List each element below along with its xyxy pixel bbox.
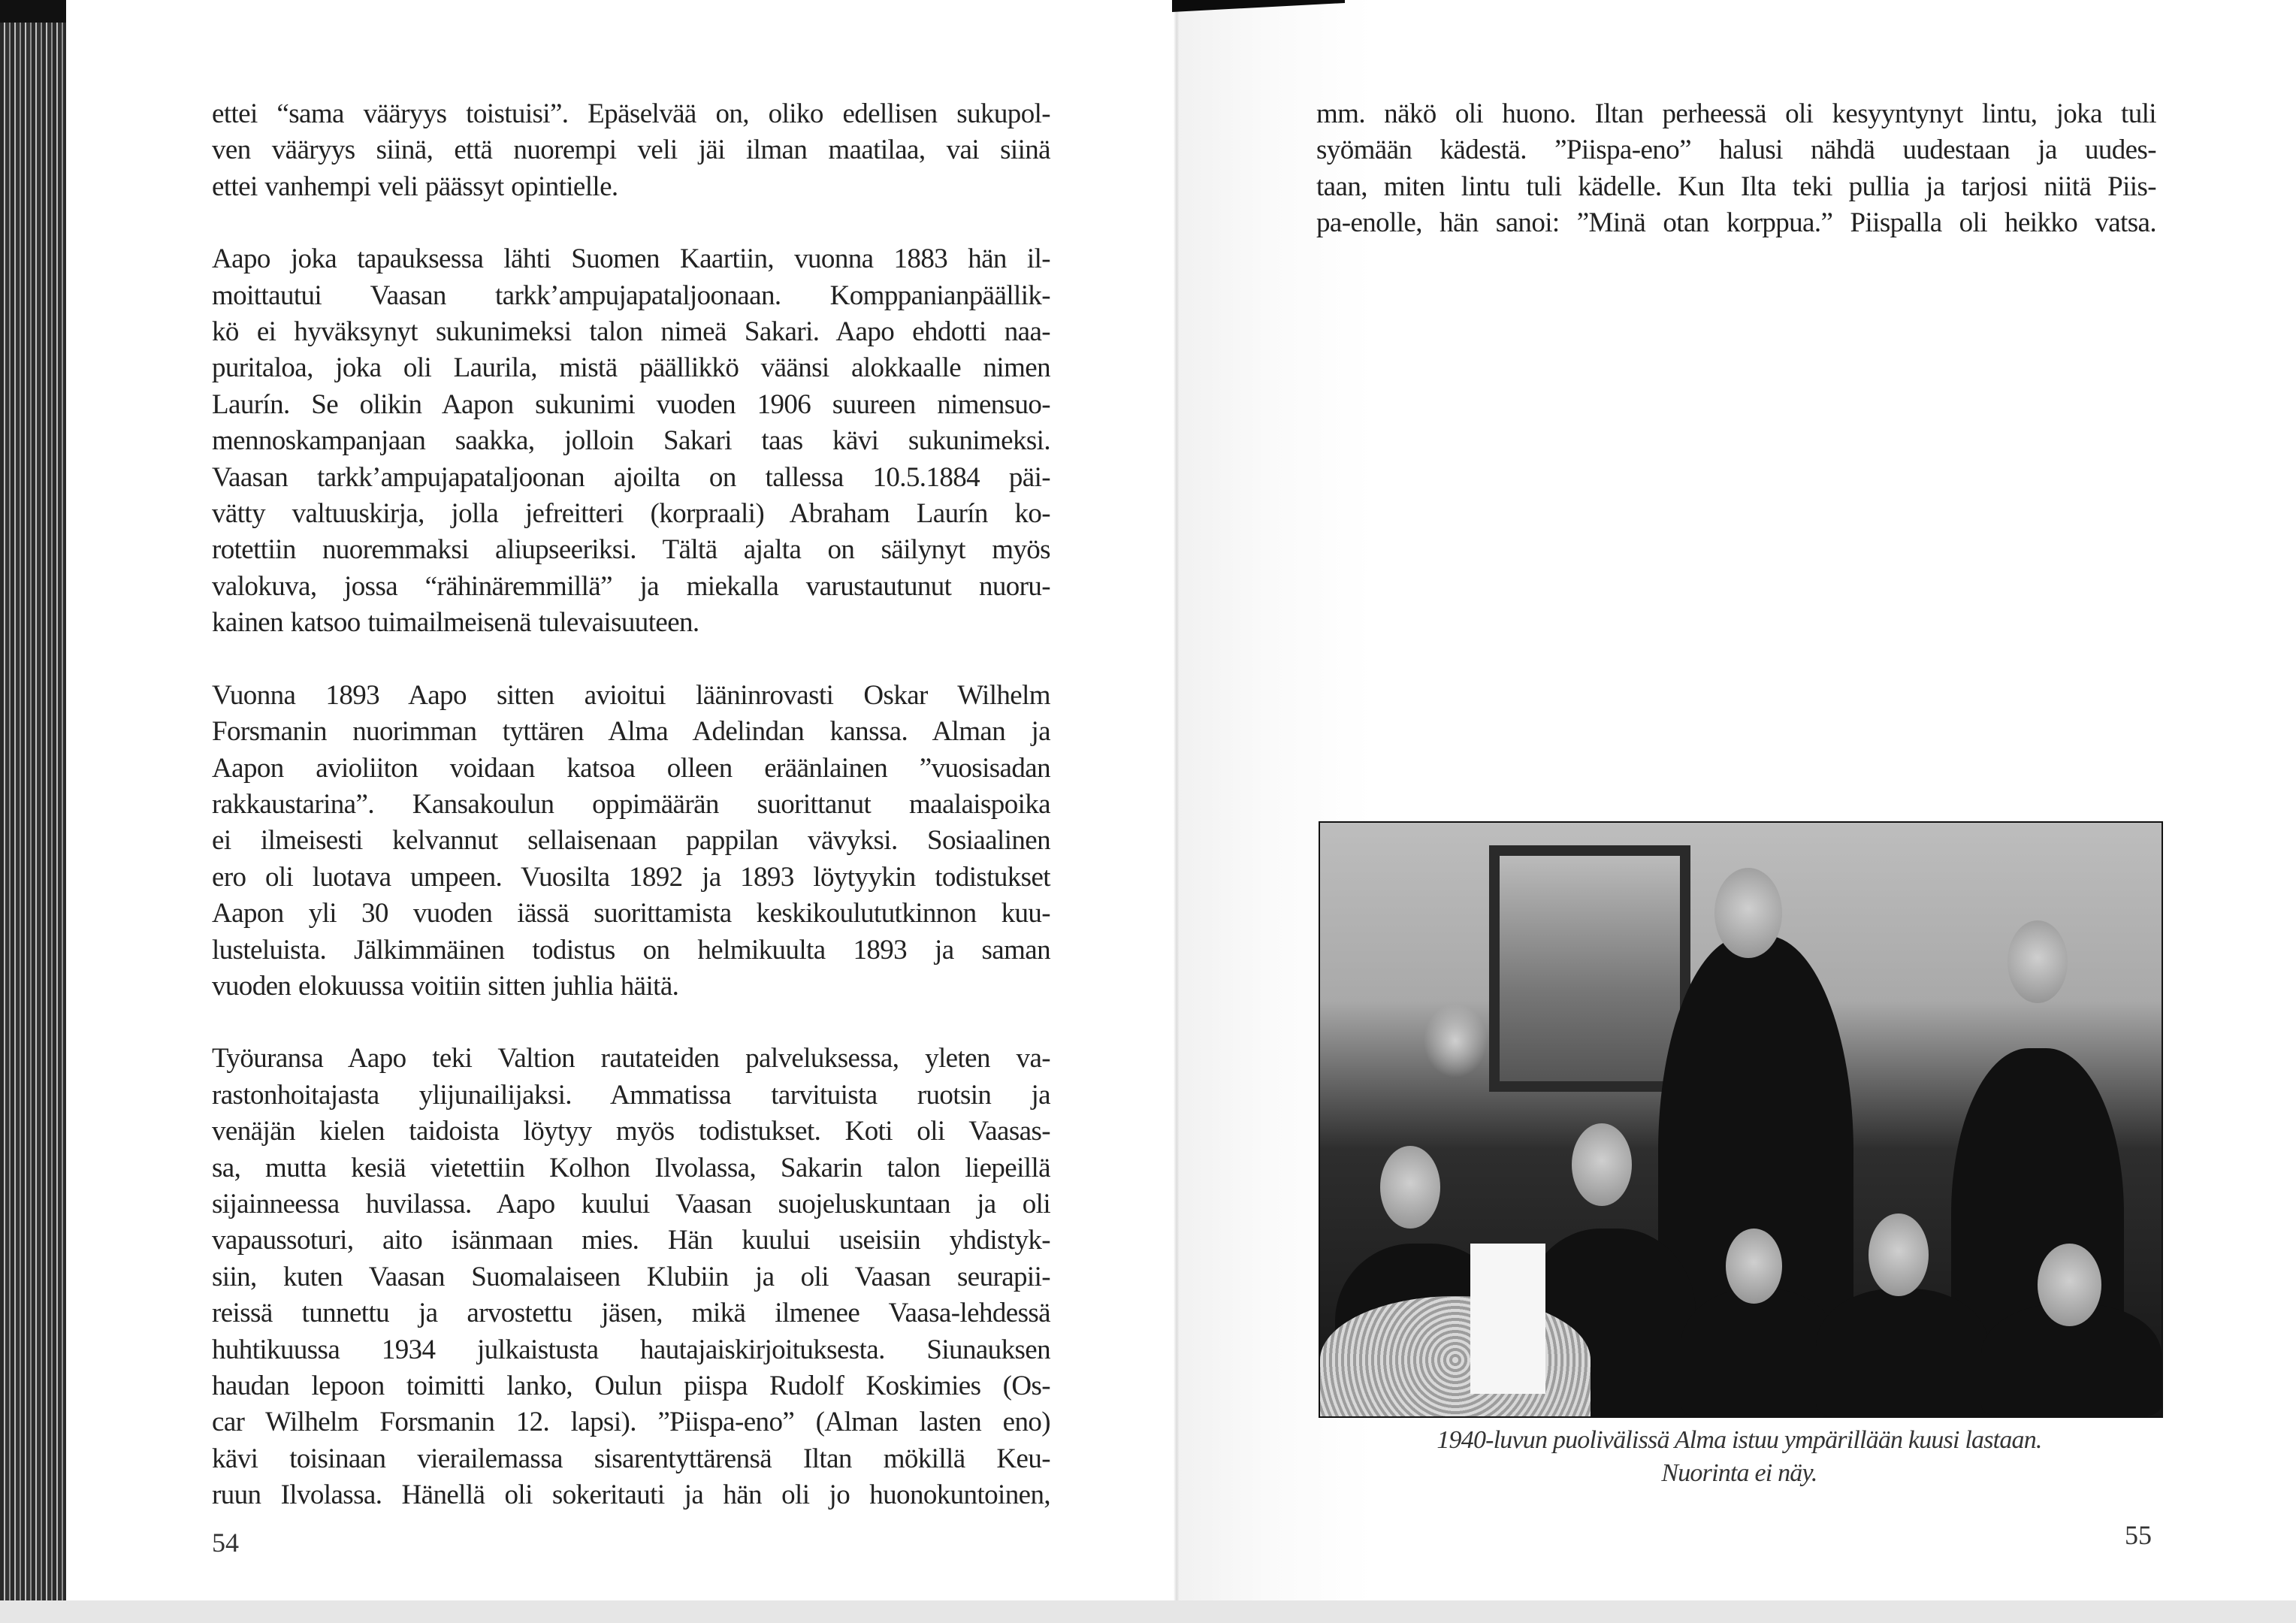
text-line: venäjän kielen taidoista löytyy myös todistukset. Koti oli Vaasas-: [212, 1116, 1050, 1147]
text-line: vuoden elokuussa voitiin sitten juhlia häitä.: [212, 970, 679, 1002]
photo-face: [1726, 1229, 1782, 1304]
text-line: valokuva, jossa “rähinäremmillä” ja miekalla varustautunut nuoru-: [212, 570, 1050, 602]
text-line: Vaasan tarkk’ampujapataljoonan ajoilta on tallessa 10.5.1884 päi-: [212, 461, 1050, 493]
text-line: huhtikuussa 1934 julkaistusta hautajaiskirjoituksesta. Siunauksen: [212, 1334, 1050, 1365]
text-line: syömään kädestä. ”Piispa-eno” halusi nähdä uudestaan ja uudes-: [1316, 134, 2156, 166]
text-line: ettei “sama vääryys toistuisi”. Epäselvää on, oliko edellisen sukupol-: [212, 98, 1050, 129]
photo-painting: [1489, 845, 1690, 1092]
paragraph: [212, 1041, 1050, 1513]
text-line: sa, mutta kesiä vietettiin Kolhon Ilvolassa, Sakarin talon liepeillä: [212, 1152, 1050, 1183]
book-page-edges: [0, 15, 68, 1600]
text-line: rakkaustarina”. Kansakoulun oppimäärän suorittanut maalaispoika: [212, 788, 1050, 820]
text-line: ettei vanhempi veli päässyt opintielle.: [212, 171, 618, 202]
text-line: pa-enolle, hän sanoi: ”Minä otan korppua.” Piispalla oli heikko vatsa.: [1316, 207, 2156, 239]
text-line: kö ei hyväksynyt sukunimeksi talon nimeä Sakari. Aapo ehdotti naa-: [212, 316, 1050, 348]
text-line: lusteluista. Jälkimmäinen todistus on helmikuulta 1893 ja saman: [212, 934, 1050, 966]
page-number-left: 54: [212, 1528, 239, 1558]
text-line: siin, kuten Vaasan Suomalaiseen Klubiin ja oli Vaasan seurapii-: [212, 1261, 1050, 1292]
text-line: ruun Ilvolassa. Hänellä oli sokeritauti ja hän oli jo huonokuntoinen,: [212, 1479, 1050, 1511]
paragraph: [212, 678, 1050, 1005]
text-line: kainen katsoo tuimailmeisenä tulevaisuuteen.: [212, 607, 699, 639]
gutter-shadow: [1174, 0, 1180, 1600]
photo-face: [1572, 1123, 1632, 1206]
text-line: haudan lepoon toimitti lanko, Oulun piispa Rudolf Koskimies (Os-: [212, 1371, 1050, 1401]
text-line: moittautui Vaasan tarkk’ampujapataljoonaan. Komppanianpäällik-: [212, 280, 1050, 311]
text-line: Aapo joka tapauksessa lähti Suomen Kaartiin, vuonna 1883 hän il-: [212, 243, 1050, 275]
photo-caption: [1319, 1424, 2160, 1490]
text-line: ei ilmeisesti kelvannut sellaisenaan pappilan vävyksi. Sosiaalinen: [212, 825, 1050, 857]
photo-person: [1681, 1289, 1838, 1416]
text-line: Vuonna 1893 Aapo sitten avioitui lääninrovasti Oskar Wilhelm: [212, 679, 1050, 711]
photo-face: [1869, 1213, 1929, 1296]
text-line: mm. näkö oli huono. Iltan perheessä oli kesyyntynyt lintu, joka tuli: [1316, 98, 2156, 129]
photo-face: [2007, 920, 2068, 1003]
text-line: rastonhoitajasta ylijunailijaksi. Ammatissa tarvituista ruotsin ja: [212, 1079, 1050, 1111]
text-line: sijainneessa huvilassa. Aapo kuului Vaasan suojeluskuntaan ja oli: [212, 1188, 1050, 1220]
text-line: car Wilhelm Forsmanin 12. lapsi). ”Piispa-eno” (Alman lasten eno): [212, 1407, 1050, 1438]
text-line: Aapon yli 30 vuoden iässä suorittamista keskikoulututkinnon kuu-: [212, 898, 1050, 929]
text-line: rotettiin nuoremmaksi aliupseeriksi. Tältä ajalta on säilynyt myös: [212, 534, 1050, 566]
text-line: Laurín. Se olikin Aapon sukunimi vuoden 1906 suureen nimensuo-: [212, 388, 1050, 420]
caption-line: 1940-luvun puolivälissä Alma istuu ympärillään kuusi lastaan.: [1437, 1426, 2042, 1454]
paragraph: [212, 96, 1050, 205]
text-line: kävi toisinaan vierailemassa sisarentyttärensä Iltan mökillä Keu-: [212, 1443, 1050, 1474]
text-line: ven vääryys siinä, että nuorempi veli jäi ilman maatilaa, vai siinä: [212, 134, 1050, 166]
text-line: Työuransa Aapo teki Valtion rautateiden palveluksessa, yleten va-: [212, 1043, 1050, 1074]
photo-face: [2038, 1244, 2101, 1326]
family-group-photo: [1319, 821, 2163, 1418]
text-line: mennoskampanjaan saakka, jolloin Sakari taas kävi sukunimeksi.: [212, 425, 1050, 457]
left-page-body: [212, 96, 1050, 1550]
text-line: ero oli luotava umpeen. Vuosilta 1892 ja 1893 löytyykin todistukset: [212, 861, 1050, 893]
text-line: reissä tunnettu ja arvostettu jäsen, mikä ilmenee Vaasa-lehdessä: [212, 1298, 1050, 1329]
text-line: vapaussoturi, aito isänmaan mies. Hän kuului useisiin yhdistyk-: [212, 1225, 1050, 1256]
right-page-body: [1316, 96, 2156, 278]
text-line: Forsmanin nuorimman tyttären Alma Adelindan kanssa. Alman ja: [212, 716, 1050, 748]
photo-card: [1470, 1244, 1545, 1394]
text-line: Aapon avioliiton voidaan katsoa olleen eräänlainen ”vuosisadan: [212, 752, 1050, 784]
photo-face: [1714, 868, 1782, 958]
paragraph: [1316, 96, 2156, 242]
paragraph: [212, 241, 1050, 641]
text-line: puritaloa, joka oli Laurila, mistä päällikkö väänsi alokkaalle nimen: [212, 352, 1050, 384]
caption-line: Nuorinta ei näy.: [1661, 1459, 1817, 1487]
scanner-background: [0, 1600, 2296, 1623]
photo-tablecloth: [1320, 1296, 1591, 1418]
photo-face: [1380, 1146, 1440, 1229]
text-line: taan, miten lintu tuli kädelle. Kun Ilta teki pullia ja tarjosi niitä Piis-: [1316, 171, 2156, 202]
photo-person: [1816, 1289, 1989, 1416]
page-number-right: 55: [2125, 1520, 2152, 1550]
text-line: vätty valtuuskirja, jolla jefreitteri (korpraali) Abraham Laurín ko-: [212, 498, 1050, 530]
